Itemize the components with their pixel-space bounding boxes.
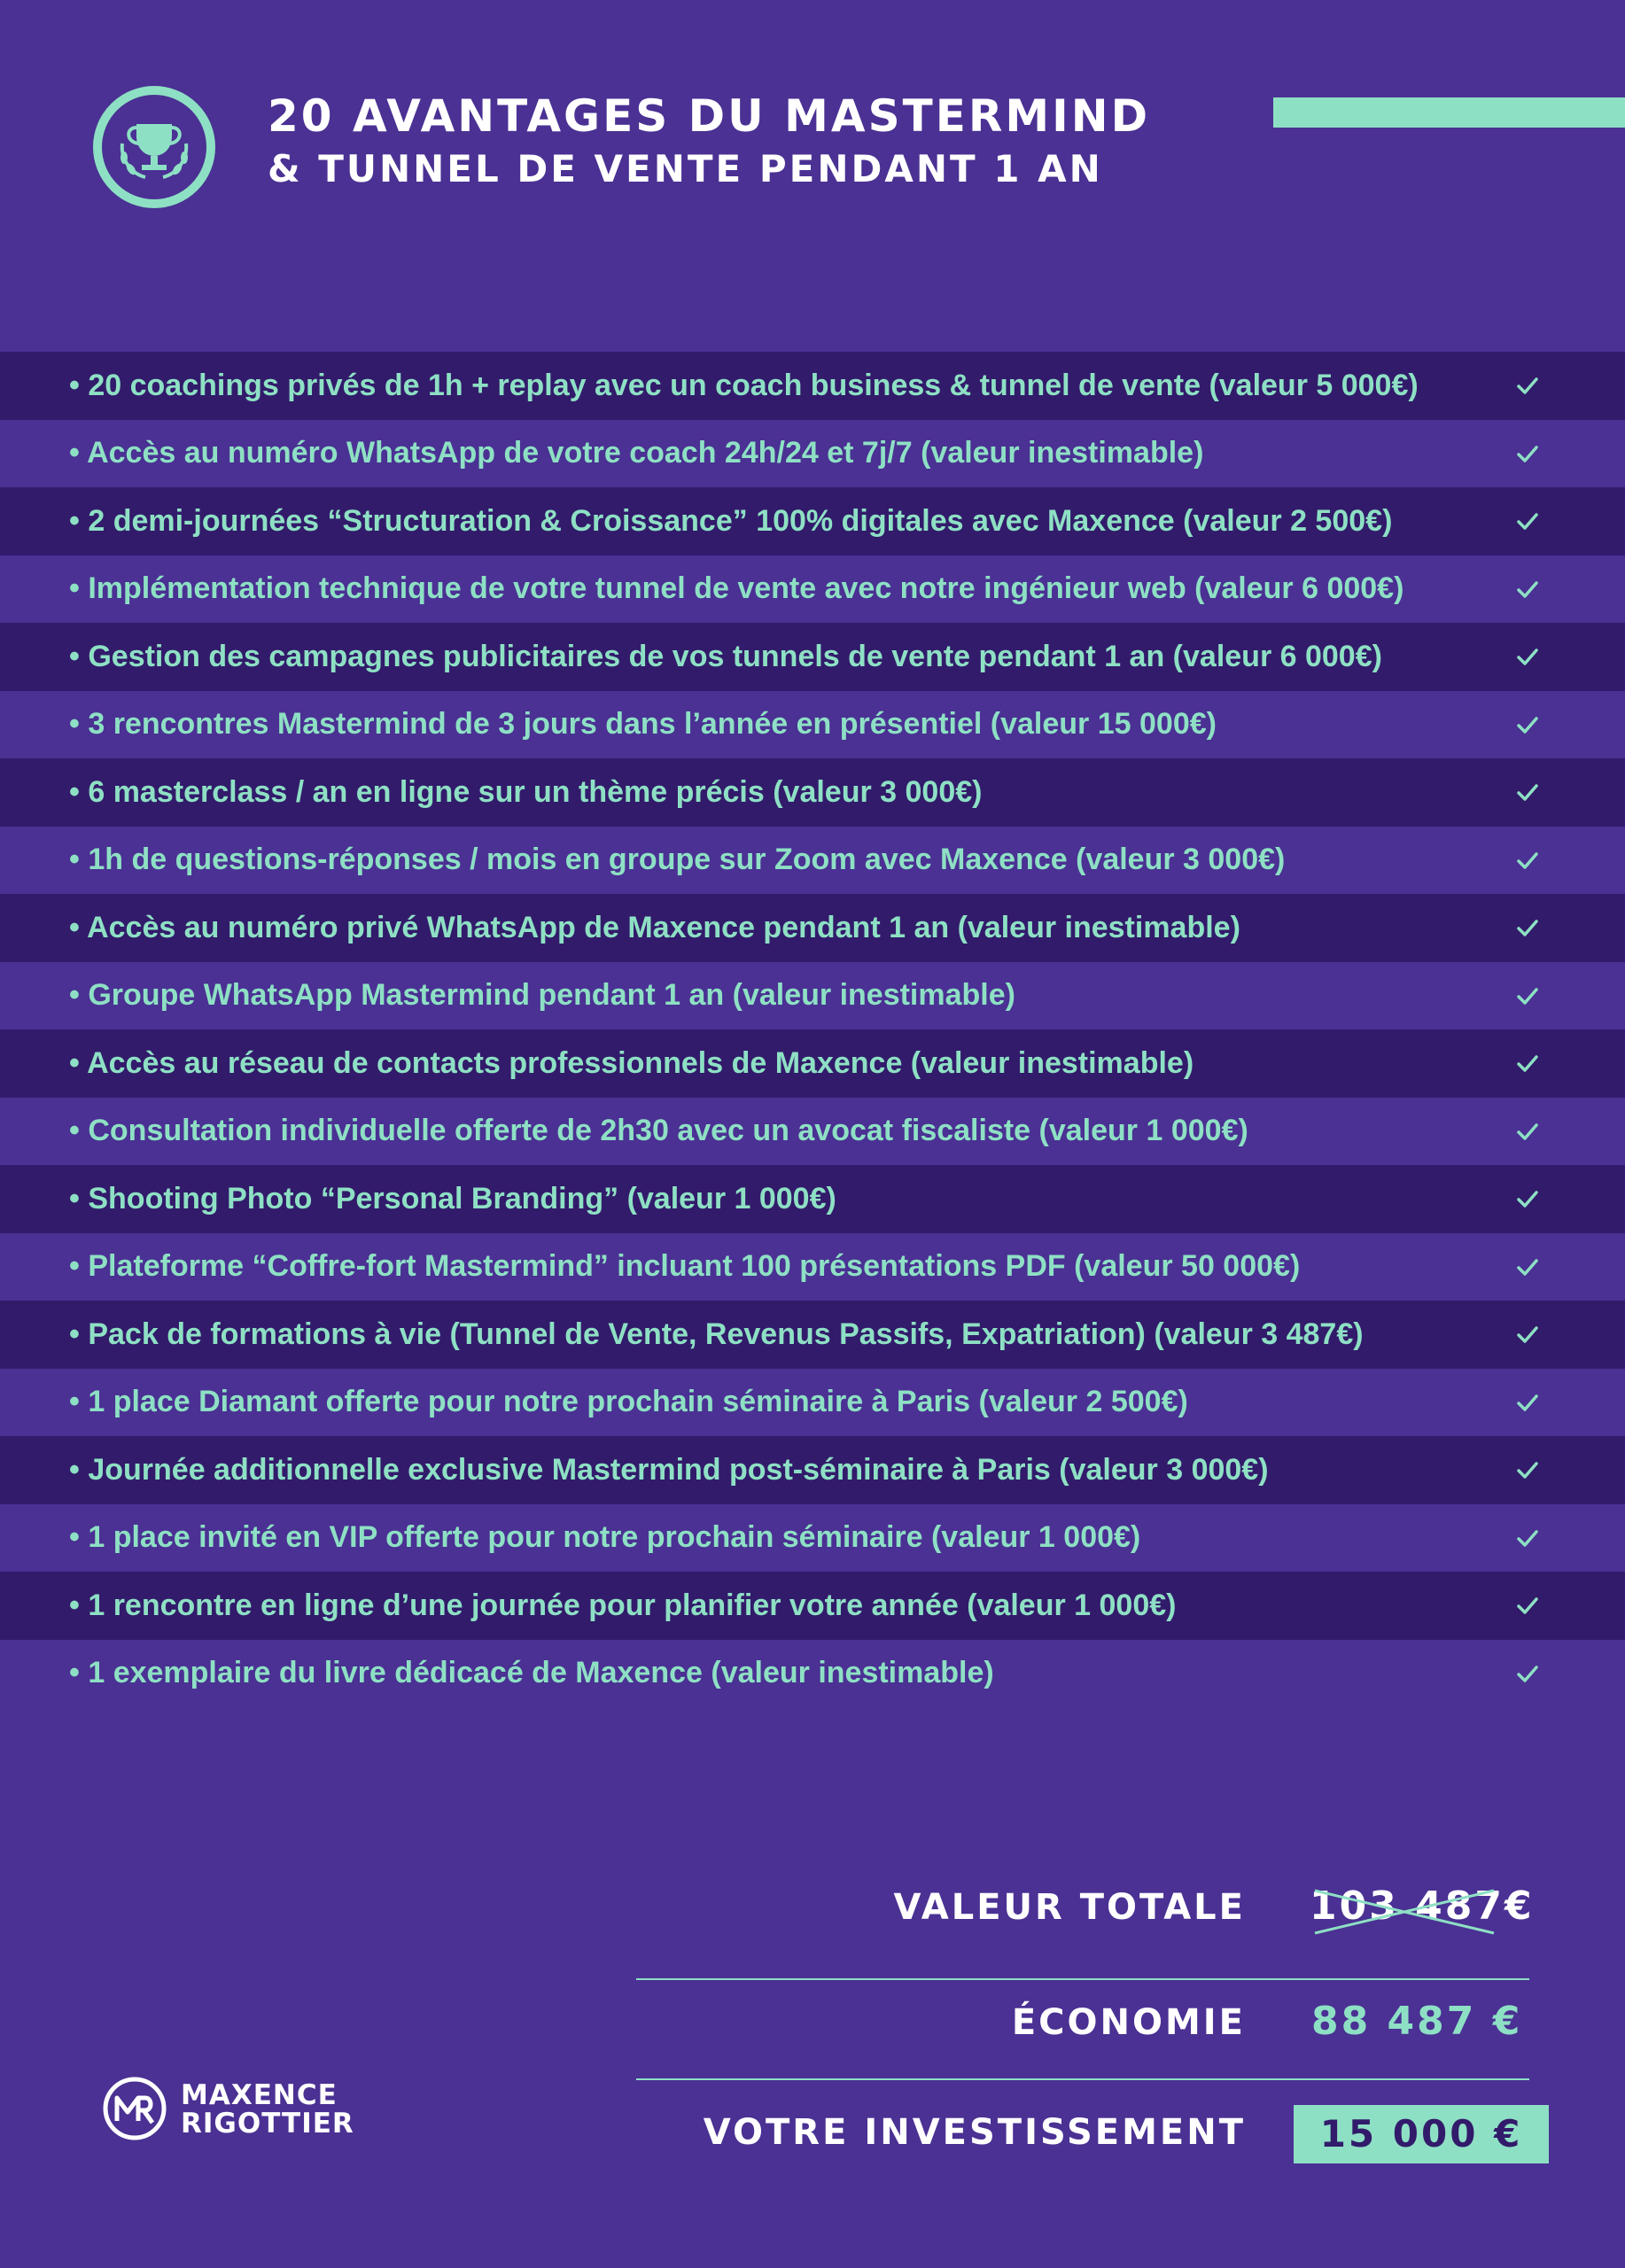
list-item — [0, 1233, 1625, 1301]
divider — [636, 1978, 1529, 1980]
list-item-text: • 6 masterclass / an en ligne sur un thème précis (valeur 3 000€) — [69, 774, 983, 809]
list-item-text: • 1 rencontre en ligne d’une journée pour planifier votre année (valeur 1 000€) — [69, 1588, 1177, 1622]
check-icon — [1513, 642, 1542, 671]
list-item — [0, 1029, 1625, 1098]
check-icon — [1513, 982, 1542, 1010]
check-icon — [1513, 778, 1542, 806]
list-item-text: • Journée additionnelle exclusive Mastermind post-séminaire à Paris (valeur 3 000€) — [69, 1452, 1269, 1487]
check-icon — [1513, 913, 1542, 942]
list-item — [0, 555, 1625, 624]
trophy-laurel-icon — [92, 85, 216, 209]
brand-name-line1: MAXENCE — [181, 2079, 338, 2111]
mr-monogram-icon — [101, 2075, 168, 2142]
list-item — [0, 1572, 1625, 1640]
list-item-text: • 1 place invité en VIP offerte pour notre prochain séminaire (valeur 1 000€) — [69, 1520, 1141, 1555]
list-item — [0, 827, 1625, 895]
list-item-text: • Pack de formations à vie (Tunnel de Vente, Revenus Passifs, Expatriation) (valeur 3 487€) — [69, 1317, 1364, 1351]
check-icon — [1513, 1591, 1542, 1619]
header — [0, 0, 1625, 266]
list-item-text: • Consultation individuelle offerte de 2h30 avec un avocat fiscaliste (valeur 1 000€) — [69, 1114, 1248, 1148]
list-item-text: • 2 demi-journées “Structuration & Croissance” 100% digitales avec Maxence (valeur 2 500€) — [69, 503, 1393, 538]
list-item-text: • 1 exemplaire du livre dédicacé de Maxence (valeur inestimable) — [69, 1656, 994, 1690]
check-icon — [1513, 1388, 1542, 1417]
list-item — [0, 1098, 1625, 1166]
savings-row — [636, 1993, 1531, 2064]
check-icon — [1513, 1253, 1542, 1281]
list-item-text: • Gestion des campagnes publicitaires de vos tunnels de vente pendant 1 an (valeur 6 000€) — [69, 639, 1382, 673]
check-icon — [1513, 1456, 1542, 1484]
list-item-text: • Groupe WhatsApp Mastermind pendant 1 an (valeur inestimable) — [69, 978, 1015, 1013]
check-icon — [1513, 1659, 1542, 1688]
check-icon — [1513, 575, 1542, 603]
check-icon — [1513, 439, 1542, 468]
check-icon — [1513, 1117, 1542, 1146]
check-icon — [1513, 711, 1542, 739]
investment-row — [636, 2105, 1531, 2176]
check-icon — [1513, 846, 1542, 874]
investment-amount: 15 000 € — [1319, 2112, 1523, 2155]
list-item-text: • Plateforme “Coffre-fort Mastermind” incluant 100 présentations PDF (valeur 50 000€) — [69, 1249, 1301, 1284]
check-icon — [1513, 371, 1542, 400]
list-item — [0, 420, 1625, 488]
list-item — [0, 1301, 1625, 1369]
list-item-text: • 20 coachings privés de 1h + replay avec un coach business & tunnel de vente (valeur 5 000€) — [69, 368, 1419, 402]
list-item — [0, 691, 1625, 759]
list-item-text: • 1h de questions-réponses / mois en groupe sur Zoom avec Maxence (valeur 3 000€) — [69, 843, 1286, 877]
page-subtitle: & TUNNEL DE VENTE PENDANT 1 AN — [268, 147, 1103, 190]
check-icon — [1513, 1049, 1542, 1077]
benefits-list — [0, 352, 1625, 1707]
investment-label: VOTRE INVESTISSEMENT — [703, 2112, 1246, 2153]
check-icon — [1513, 1184, 1542, 1213]
list-item-text: • 1 place Diamant offerte pour notre prochain séminaire à Paris (valeur 2 500€) — [69, 1385, 1188, 1419]
savings-label: ÉCONOMIE — [1011, 2002, 1246, 2043]
total-value-label: VALEUR TOTALE — [893, 1887, 1246, 1928]
list-item — [0, 1436, 1625, 1504]
list-item — [0, 352, 1625, 420]
list-item — [0, 962, 1625, 1030]
check-icon — [1513, 1524, 1542, 1552]
list-item — [0, 1165, 1625, 1233]
list-item — [0, 1369, 1625, 1437]
total-value-row — [636, 1878, 1535, 1949]
list-item — [0, 1640, 1625, 1708]
list-item — [0, 1504, 1625, 1573]
list-item-text: • Shooting Photo “Personal Branding” (valeur 1 000€) — [69, 1181, 836, 1216]
list-item — [0, 894, 1625, 962]
brand-logo — [101, 2075, 402, 2146]
strikethrough-cross — [1311, 1884, 1497, 1938]
page-title: 20 AVANTAGES DU MASTERMIND — [268, 90, 1151, 142]
accent-bar — [1273, 97, 1625, 128]
list-item — [0, 487, 1625, 555]
list-item-text: • Accès au numéro privé WhatsApp de Maxence pendant 1 an (valeur inestimable) — [69, 910, 1240, 944]
check-icon — [1513, 1320, 1542, 1348]
list-item — [0, 758, 1625, 827]
brand-name-line2: RIGOTTIER — [181, 2108, 354, 2140]
list-item — [0, 623, 1625, 691]
divider — [636, 2078, 1529, 2080]
total-value-amount: 103 487€ — [1310, 1884, 1535, 1929]
list-item-text: • Implémentation technique de votre tunnel de vente avec notre ingénieur web (valeur 6 000€) — [69, 571, 1404, 606]
savings-amount: 88 487 € — [1311, 1999, 1523, 2044]
list-item-text: • Accès au numéro WhatsApp de votre coach 24h/24 et 7j/7 (valeur inestimable) — [69, 436, 1204, 470]
list-item-text: • Accès au réseau de contacts professionnels de Maxence (valeur inestimable) — [69, 1045, 1194, 1080]
list-item-text: • 3 rencontres Mastermind de 3 jours dans l’année en présentiel (valeur 15 000€) — [69, 707, 1217, 742]
check-icon — [1513, 507, 1542, 535]
